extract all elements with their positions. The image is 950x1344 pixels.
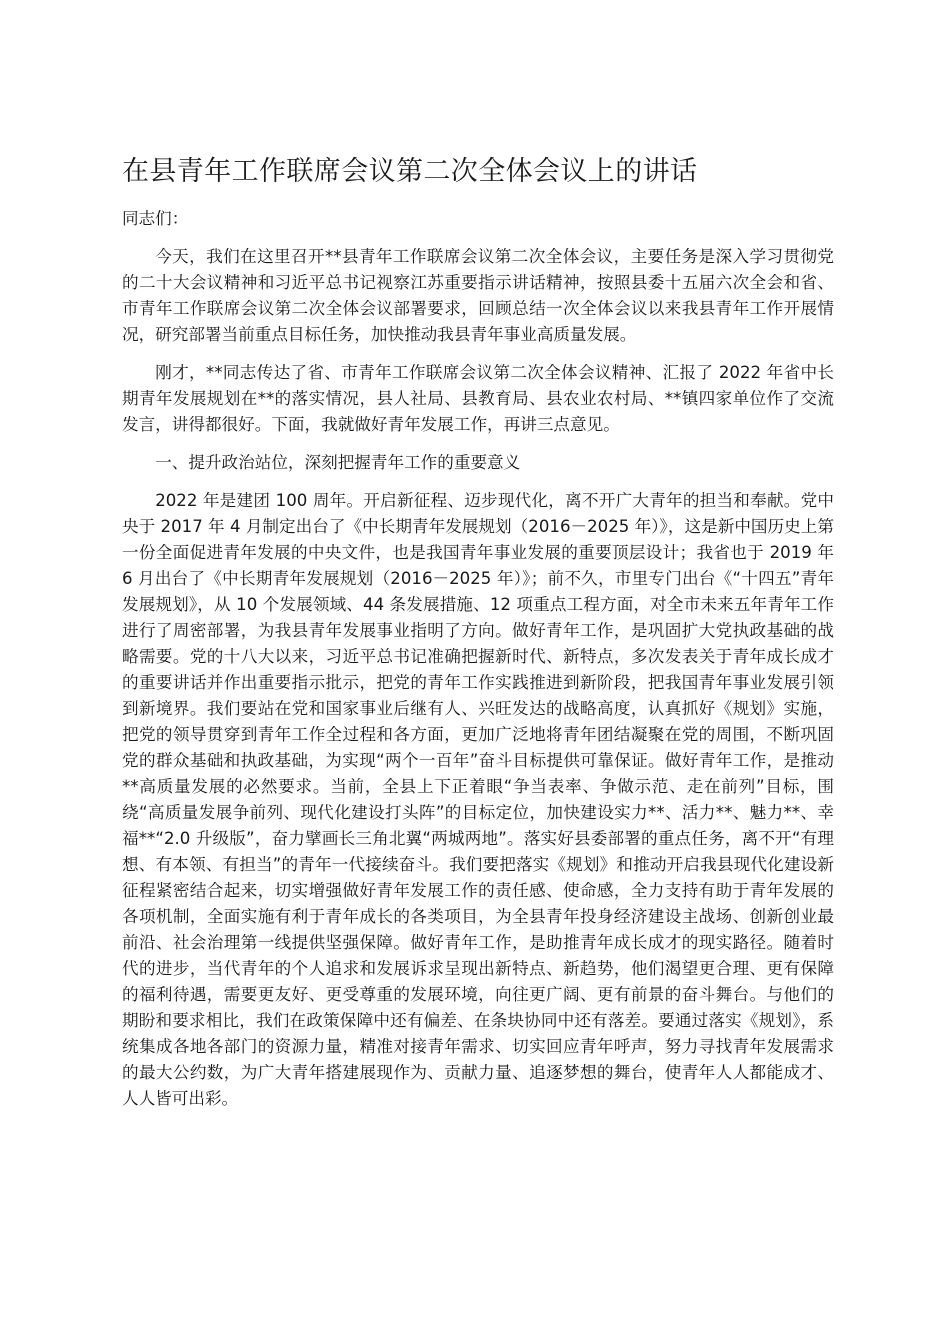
paragraph-opening: 今天，我们在这里召开**县青年工作联席会议第二次全体会议，主要任务是深入学习贯彻党的二十大会议精神和习近平总书记视察江苏重要指示讲话精神，按照县委十五届六次全会和省、市青年工作联席会议第二次全体会议部署要求，回顾总结一次全体会议以来我县青年工作开展情况，研究部署当前重点目标任务，加快推动我县青年事业高质量发展。 [122,247,834,344]
paragraph-section-1-body: 2022 年是建团 100 周年。开启新征程、迈步现代化，离不开广大青年的担当和奉献。党中央于 2017 年 4 月制定出台了《中长期青年发展规划（2016－2025 年）》，这是新中国历史上第一份全面促进青年发展的中央文件，也是我国青年事业发展的重要顶层设计；我省也于 2019 年 6 月出台了《中长期青年发展规划（2016－2025 年）》；前不久，市里专门出台《“十四五”青年发展规划》，从 10 个发展领域、44 条发展措施、12 项重点工程方面，对全市未来五年青年工作进行了周密部署，为我县青年发展事业指明了方向。做好青年工作，是巩固扩大党执政基础的战略需要。党的十八大以来，习近平总书记准确把握新时代、新特点，多次发表关于青年成长成才的重要讲话并作出重要指示批示，把党的青年工作实践推进到新阶段，把我国青年事业发展引领到新境界。我们要站在党和国家事业后继有人、兴旺发达的战略高度，认真抓好《规划》实施，把党的领导贯穿到青年工作全过程和各方面，更加广泛地将青年团结凝聚在党的周围，不断巩固党的群众基础和执政基础，为实现“两个一百年”奋斗目标提供可靠保证。做好青年工作，是推动**高质量发展的必然要求。当前，全县上下正着眼“争当表率、争做示范、走在前列”目标，围绕“高质量发展争前列、现代化建设打头阵”的目标定位，加快建设实力**、活力**、魅力**、幸福**“2.0 升级版”，奋力擘画长三角北翼“两城两地”。落实好县委部署的重点任务，离不开“有理想、有本领、有担当”的青年一代接续奋斗。我们要把落实《规划》和推动开启我县现代化建设新征程紧密结合起来，切实增强做好青年发展工作的责任感、使命感，全力支持有助于青年发展的各项机制，全面实施有利于青年成长的各类项目，为全县青年投身经济建设主战场、创新创业最前沿、社会治理第一线提供坚强保障。做好青年工作，是助推青年成长成才的现实路径。随着时代的进步，当代青年的个人追求和发展诉求呈现出新特点、新趋势，他们渴望更合理、更有保障的福利待遇，需要更友好、更受尊重的发展环境，向往更广阔、更有前景的奋斗舞台。与他们的期盼和要求相比，我们在政策保障中还有偏差、在条块协同中还有落差。要通过落实《规划》，系统集成各地各部门的资源力量，精准对接青年需求、切实回应青年呼声，努力寻找青年发展需求的最大公约数，为广大青年搭建展现作为、贡献力量、追逐梦想的舞台，使青年人人都能成才、人人皆可出彩。 [122,491,834,1108]
salutation: 同志们： [122,209,189,228]
paragraph-review: 刚才，**同志传达了省、市青年工作联席会议第二次全体会议精神、汇报了 2022 年省中长期青年发展规划在**的落实情况，县人社局、县教育局、县农业农村局、**镇四家单位作了交流发言，讲得都很好。下面，我就做好青年发展工作，再讲三点意见。 [122,363,834,434]
document-title: 在县青年工作联席会议第二次全体会议上的讲话 [122,156,698,187]
document-body [122,206,834,1112]
section-heading-1: 一、提升政治站位，深刻把握青年工作的重要意义 [155,453,521,472]
